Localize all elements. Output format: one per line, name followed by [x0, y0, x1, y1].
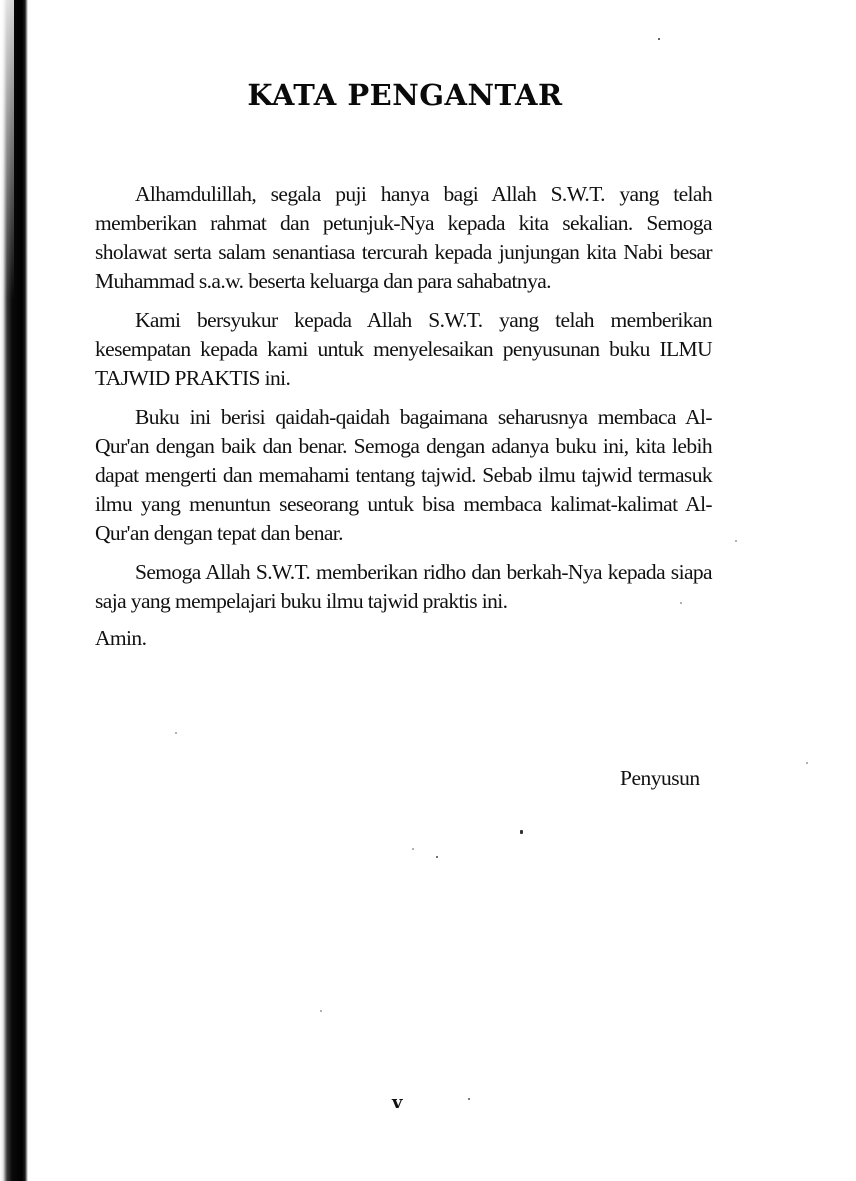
scan-speck [735, 540, 737, 542]
scan-speck [658, 38, 660, 40]
paragraph-opening: Alhamdulillah, segala puji hanya bagi Allah S.W.T. yang telah memberikan rahmat dan petunjuk-Nya kepada kita sekalian. Semoga sholawat serta salam senantiasa tercurah kepada junjungan kita Nabi besar Muhammad s.a.w. beserta keluarga dan para sahabatnya. [95, 182, 712, 293]
scan-speck [320, 1010, 322, 1012]
scan-speck [175, 732, 177, 734]
page-title: KATA PENGANTAR [247, 78, 563, 112]
preface-body [95, 180, 712, 663]
scan-speck [520, 830, 523, 834]
paragraph-book-content: Buku ini berisi qaidah-qaidah bagaimana seharusnya membaca Al-Qur'an dengan baik dan benar. Semoga dengan adanya buku ini, kita lebih dapat mengerti dan memahami tentang tajwid. Sebab ilmu tajwid termasuk ilmu yang menuntun seseorang untuk bisa membaca kalimat-kalimat Al-Qur'an dengan tepat dan benar. [95, 405, 712, 545]
signature-author: Penyusun [620, 766, 700, 790]
paragraph-gratitude: Kami bersyukur kepada Allah S.W.T. yang telah memberikan kesempatan kepada kami untuk menyelesaikan penyusunan buku ILMU TAJWID PRAKTIS ini. [95, 308, 712, 390]
page-number: v [392, 1092, 403, 1113]
scan-speck [806, 762, 808, 764]
paragraph-blessing: Semoga Allah S.W.T. memberikan ridho dan berkah-Nya kepada siapa saja yang mempelajari buku ilmu tajwid praktis ini. [95, 560, 712, 613]
closing-amin: Amin. [95, 626, 147, 650]
scan-speck [468, 1098, 470, 1100]
scan-speck [412, 848, 414, 850]
scan-speck [680, 602, 682, 604]
book-binding-shadow [0, 0, 28, 1181]
scan-speck [436, 856, 438, 858]
